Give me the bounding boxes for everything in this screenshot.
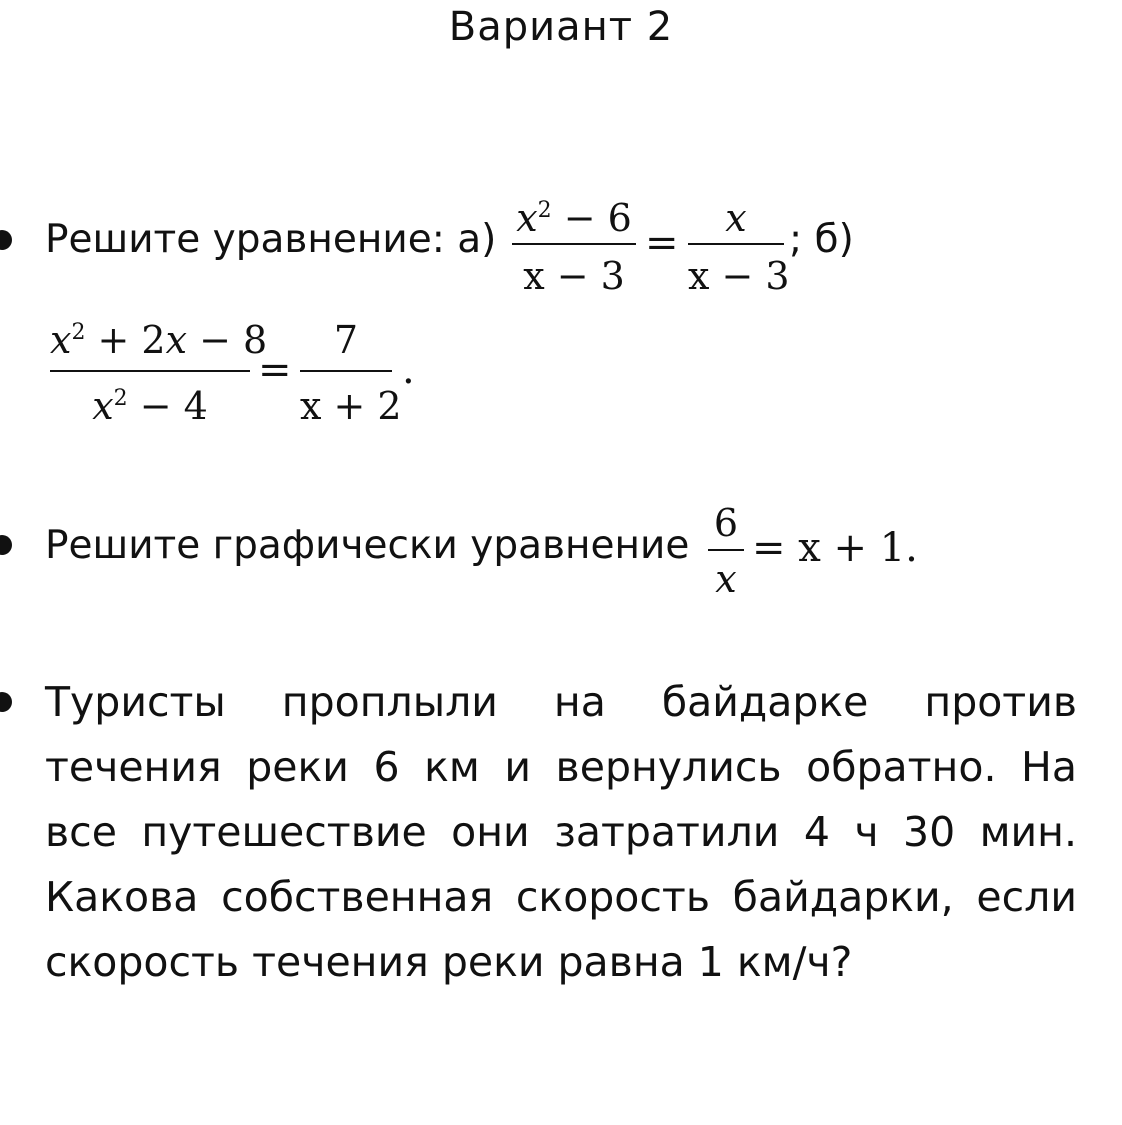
- task-1a-lhs-numerator: $x^2 - 6$: [516, 196, 632, 240]
- task-2-prefix: Решите графически уравнение: [45, 523, 690, 568]
- task-2-numerator: 6: [713, 501, 739, 545]
- task-1b-equals: =: [258, 347, 292, 393]
- task-2-rhs: = x + 1.: [752, 525, 918, 571]
- task-2-denominator: x: [715, 557, 737, 601]
- page-title: Вариант 2: [448, 4, 674, 50]
- task-1a-equals: =: [645, 220, 679, 266]
- task-1-prefix: Решите уравнение: а): [45, 217, 497, 262]
- task-1a-lhs-fraction: [512, 195, 636, 298]
- task-1b-period: .: [402, 347, 415, 393]
- task-1b-lhs-denominator: $x^2 - 4$: [92, 384, 208, 428]
- task-1a-lhs-fraction-bar: [512, 243, 636, 245]
- task-1b-rhs-fraction: [300, 315, 402, 428]
- task-1a-lhs-denominator: x − 3: [523, 254, 625, 298]
- task-1-separator: ; б): [789, 217, 854, 262]
- task-2-fraction: [708, 500, 744, 600]
- task-1b-rhs-numerator: 7: [333, 318, 359, 362]
- bullet-task-3: [0, 692, 12, 712]
- task-1a-rhs-fraction-bar: [688, 243, 784, 245]
- bullet-task-1: [0, 230, 12, 250]
- task-1a-rhs-denominator: x − 3: [688, 254, 790, 298]
- task-3-text: Туристы проплыли на байдарке против течения реки 6 км и вернулись обратно. На все путешествие они затратили 4 ч 30 мин. Какова собственная скорость байдарки, если скорость течения реки равна 1 км/ч?: [45, 678, 1077, 986]
- task-1a-rhs-fraction: [688, 195, 790, 298]
- task-2-fraction-bar: [708, 549, 744, 551]
- task-1b-rhs-denominator: x + 2: [300, 384, 402, 428]
- task-1b-rhs-fraction-bar: [300, 370, 392, 372]
- task-1b-lhs-fraction-bar: [50, 370, 250, 372]
- task-1b-lhs-numerator: $x^2 + 2x - 8$: [50, 318, 268, 362]
- task-1b-lhs-fraction: [50, 315, 268, 428]
- task-1a-rhs-numerator: x: [725, 196, 747, 240]
- bullet-task-2: [0, 535, 12, 555]
